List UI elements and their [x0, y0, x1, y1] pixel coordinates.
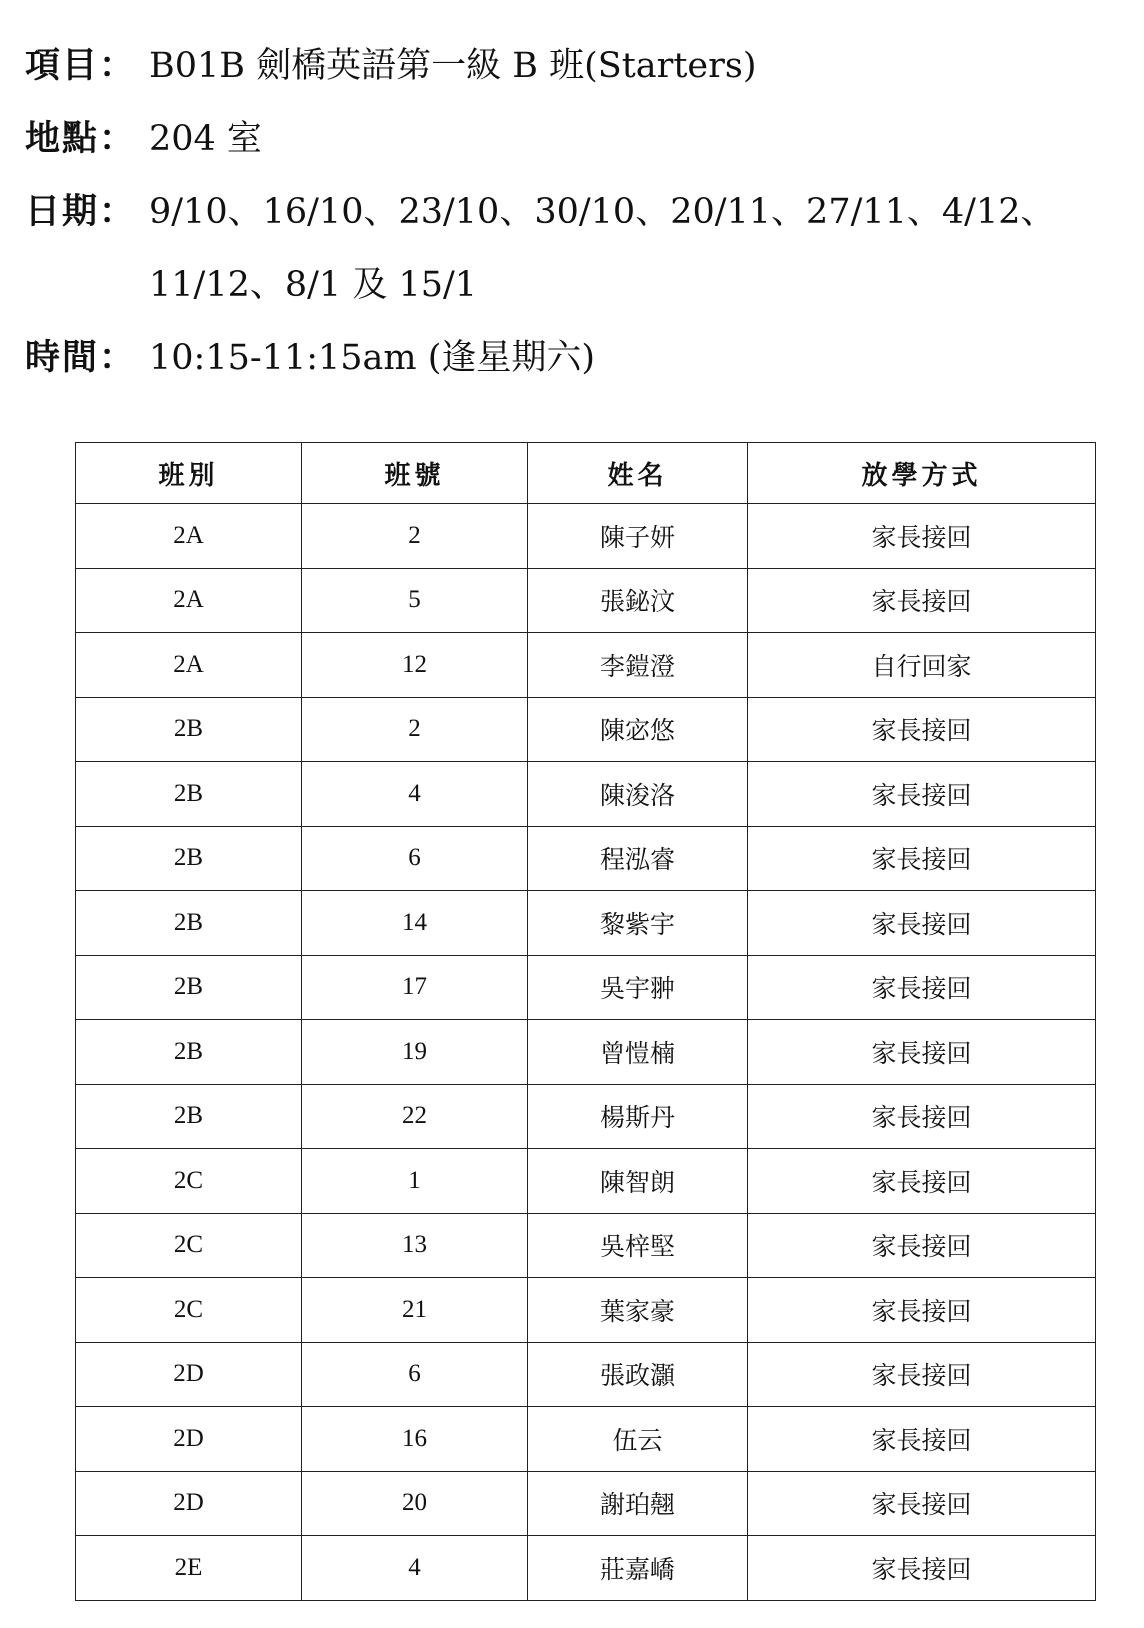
cell-class: 2D — [76, 1471, 302, 1536]
course-info — [25, 36, 1125, 401]
cell-class: 2A — [76, 504, 302, 569]
table-row — [76, 1471, 1096, 1536]
cell-class-number: 5 — [302, 568, 528, 633]
cell-class: 2A — [76, 568, 302, 633]
project-row — [25, 36, 1125, 109]
location-value: 204 室 — [149, 119, 262, 159]
cell-class: 2D — [76, 1342, 302, 1407]
cell-class-number: 4 — [302, 1536, 528, 1601]
table-row — [76, 504, 1096, 569]
cell-dismissal-method: 家長接回 — [748, 1471, 1096, 1536]
cell-class-number: 14 — [302, 891, 528, 956]
cell-dismissal-method: 家長接回 — [748, 1213, 1096, 1278]
cell-class-number: 4 — [302, 762, 528, 827]
cell-name: 程泓睿 — [528, 826, 748, 891]
cell-name: 陳子妍 — [528, 504, 748, 569]
cell-class: 2B — [76, 1084, 302, 1149]
header-name: 姓名 — [528, 443, 748, 504]
cell-class-number: 12 — [302, 633, 528, 698]
cell-class: 2A — [76, 633, 302, 698]
cell-dismissal-method: 家長接回 — [748, 955, 1096, 1020]
cell-dismissal-method: 家長接回 — [748, 762, 1096, 827]
cell-class: 2B — [76, 826, 302, 891]
table-row — [76, 697, 1096, 762]
cell-class-number: 21 — [302, 1278, 528, 1343]
cell-name: 張鉍汶 — [528, 568, 748, 633]
cell-name: 吳梓堅 — [528, 1213, 748, 1278]
table-row — [76, 762, 1096, 827]
cell-name: 葉家豪 — [528, 1278, 748, 1343]
cell-class: 2B — [76, 1020, 302, 1085]
cell-dismissal-method: 家長接回 — [748, 1407, 1096, 1472]
cell-dismissal-method: 家長接回 — [748, 697, 1096, 762]
table-row — [76, 633, 1096, 698]
cell-dismissal-method: 家長接回 — [748, 1278, 1096, 1343]
table-row — [76, 1213, 1096, 1278]
cell-class-number: 6 — [302, 826, 528, 891]
cell-name: 謝珀翹 — [528, 1471, 748, 1536]
cell-class-number: 19 — [302, 1020, 528, 1085]
location-row — [25, 109, 1125, 182]
cell-class: 2D — [76, 1407, 302, 1472]
cell-class-number: 1 — [302, 1149, 528, 1214]
cell-class-number: 2 — [302, 697, 528, 762]
cell-class-number: 2 — [302, 504, 528, 569]
time-row — [25, 328, 1125, 401]
cell-name: 李鎧澄 — [528, 633, 748, 698]
location-label: 地點： — [25, 118, 137, 159]
table-header-row — [76, 443, 1096, 504]
table-row — [76, 1278, 1096, 1343]
cell-class: 2B — [76, 762, 302, 827]
cell-class: 2B — [76, 697, 302, 762]
cell-name: 陳浚洛 — [528, 762, 748, 827]
time-label: 時間： — [25, 337, 137, 378]
cell-dismissal-method: 家長接回 — [748, 1342, 1096, 1407]
cell-class-number: 16 — [302, 1407, 528, 1472]
cell-class-number: 13 — [302, 1213, 528, 1278]
header-class: 班別 — [76, 443, 302, 504]
dates-label: 日期： — [25, 191, 137, 232]
cell-name: 伍云 — [528, 1407, 748, 1472]
header-class-number: 班號 — [302, 443, 528, 504]
cell-name: 吳宇翀 — [528, 955, 748, 1020]
table-row — [76, 891, 1096, 956]
cell-name: 黎紫宇 — [528, 891, 748, 956]
dates-value: 9/10、16/10、23/10、30/10、20/11、27/11、4/12、 11/12、8/1 及 15/1 — [149, 192, 1056, 305]
cell-name: 楊斯丹 — [528, 1084, 748, 1149]
cell-dismissal-method: 家長接回 — [748, 1536, 1096, 1601]
cell-name: 陳宓悠 — [528, 697, 748, 762]
cell-class: 2E — [76, 1536, 302, 1601]
cell-dismissal-method: 家長接回 — [748, 568, 1096, 633]
cell-class: 2C — [76, 1278, 302, 1343]
table-row — [76, 568, 1096, 633]
cell-class: 2B — [76, 891, 302, 956]
cell-class: 2B — [76, 955, 302, 1020]
cell-class-number: 17 — [302, 955, 528, 1020]
table-row — [76, 1536, 1096, 1601]
table-row — [76, 1149, 1096, 1214]
cell-dismissal-method: 家長接回 — [748, 826, 1096, 891]
header-dismissal-method: 放學方式 — [748, 443, 1096, 504]
cell-dismissal-method: 家長接回 — [748, 891, 1096, 956]
cell-name: 陳智朗 — [528, 1149, 748, 1214]
cell-dismissal-method: 家長接回 — [748, 1149, 1096, 1214]
table-row — [76, 1084, 1096, 1149]
student-roster-table — [75, 442, 1096, 1601]
time-value: 10:15-11:15am (逢星期六) — [149, 338, 596, 378]
cell-class-number: 6 — [302, 1342, 528, 1407]
cell-class: 2C — [76, 1213, 302, 1278]
project-label: 項目： — [25, 45, 137, 86]
cell-dismissal-method: 家長接回 — [748, 1084, 1096, 1149]
cell-class: 2C — [76, 1149, 302, 1214]
cell-name: 張政灝 — [528, 1342, 748, 1407]
table-row — [76, 1342, 1096, 1407]
cell-name: 曾愷楠 — [528, 1020, 748, 1085]
cell-dismissal-method: 自行回家 — [748, 633, 1096, 698]
cell-dismissal-method: 家長接回 — [748, 1020, 1096, 1085]
cell-dismissal-method: 家長接回 — [748, 504, 1096, 569]
cell-name: 莊嘉嶠 — [528, 1536, 748, 1601]
dates-row — [25, 182, 1125, 328]
table-row — [76, 1020, 1096, 1085]
table-row — [76, 955, 1096, 1020]
project-value: B01B 劍橋英語第一級 B 班(Starters) — [149, 46, 757, 86]
cell-class-number: 22 — [302, 1084, 528, 1149]
table-row — [76, 826, 1096, 891]
table-row — [76, 1407, 1096, 1472]
cell-class-number: 20 — [302, 1471, 528, 1536]
